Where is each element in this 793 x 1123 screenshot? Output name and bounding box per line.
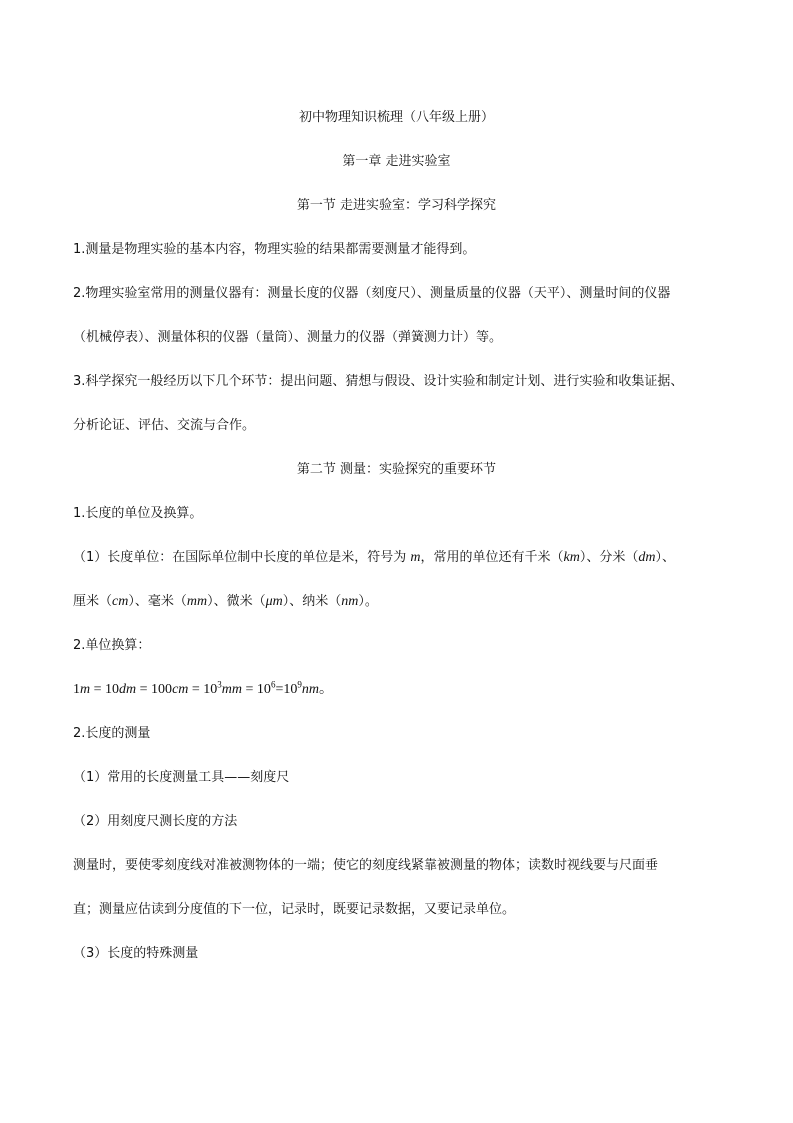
exponent: 9 — [297, 679, 302, 690]
text: ）、 — [655, 550, 676, 565]
paragraph-2-line-1: 2.物理实验室常用的测量仪器有：测量长度的仪器（刻度尺）、测量质量的仪器（天平）、测量时间的仪器 — [73, 286, 671, 301]
text: ，常用的单位还有千米（ — [420, 550, 564, 565]
formula-text: = 10 — [188, 682, 218, 697]
item-length-units: 1.长度的单位及换算。 — [73, 506, 203, 521]
formula-text: = 10 — [90, 682, 120, 697]
unit-symbol: μm — [265, 594, 283, 609]
subitem-1: （1）常用的长度测量工具——刻度尺 — [73, 770, 290, 785]
formula-text: 。 — [318, 682, 333, 697]
document-title: 初中物理知识梳理（八年级上册） — [298, 110, 494, 125]
text: （1）长度单位：在国际单位制中长度的单位是米，符号为 — [73, 550, 411, 565]
paragraph-1: 1.测量是物理实验的基本内容，物理实验的结果都需要测量才能得到。 — [73, 242, 476, 257]
unit-symbol: nm — [301, 682, 319, 697]
formula-text: =10 — [275, 682, 298, 697]
unit-symbol: dm — [119, 682, 137, 697]
conversion-formula — [73, 679, 333, 698]
paragraph-2-line-2: （机械停表）、测量体积的仪器（量筒）、测量力的仪器（弹簧测力计）等。 — [73, 330, 503, 345]
item-unit-conversion: 2.单位换算： — [73, 638, 151, 653]
subitem-3: （3）长度的特殊测量 — [73, 946, 199, 961]
unit-symbol: mm — [186, 594, 208, 609]
unit-symbol: mm — [221, 682, 243, 697]
exponent: 6 — [270, 679, 276, 690]
unit-symbol: km — [563, 550, 580, 565]
method-line-2: 直；测量应估读到分度值的下一位，记录时，既要记录数据，又要记录单位。 — [73, 902, 516, 917]
text: ）、纳米（ — [282, 594, 342, 609]
chapter-heading: 第一章 走进实验室 — [342, 154, 451, 169]
formula-text: 1 — [73, 682, 80, 697]
unit-symbol: cm — [172, 682, 189, 697]
unit-symbol: dm — [638, 550, 656, 565]
paragraph-3-line-2: 分析论证、评估、交流与合作。 — [73, 418, 256, 433]
text: 厘米（ — [73, 594, 113, 609]
unit-symbol: m — [410, 550, 421, 565]
section-heading-1: 第一节 走进实验室：学习科学探究 — [296, 198, 497, 213]
length-unit-line-1 — [73, 550, 675, 566]
text: ）、毫米（ — [128, 594, 187, 609]
text: ）、分米（ — [579, 550, 639, 565]
unit-symbol: cm — [112, 594, 129, 609]
unit-symbol: m — [80, 682, 91, 697]
formula-text: = 10 — [242, 682, 271, 697]
unit-symbol: nm — [341, 594, 359, 609]
paragraph-3-line-1: 3.科学探究一般经历以下几个环节：提出问题、猜想与假设、设计实验和制定计划、进行实验和收集证据、 — [73, 374, 684, 389]
subitem-2: （2）用刻度尺测长度的方法 — [73, 814, 238, 829]
item-length-measurement: 2.长度的测量 — [73, 726, 151, 741]
length-unit-line-2 — [73, 594, 378, 610]
formula-text: = 100 — [136, 682, 173, 697]
text: ）、微米（ — [207, 594, 266, 609]
section-heading-2: 第二节 测量：实验探究的重要环节 — [296, 462, 497, 477]
text: ）。 — [358, 594, 378, 609]
exponent: 3 — [217, 679, 222, 690]
method-line-1: 测量时，要使零刻度线对准被测物体的一端；使它的刻度线紧靠被测量的物体；读数时视线要与尺面垂 — [73, 858, 659, 873]
